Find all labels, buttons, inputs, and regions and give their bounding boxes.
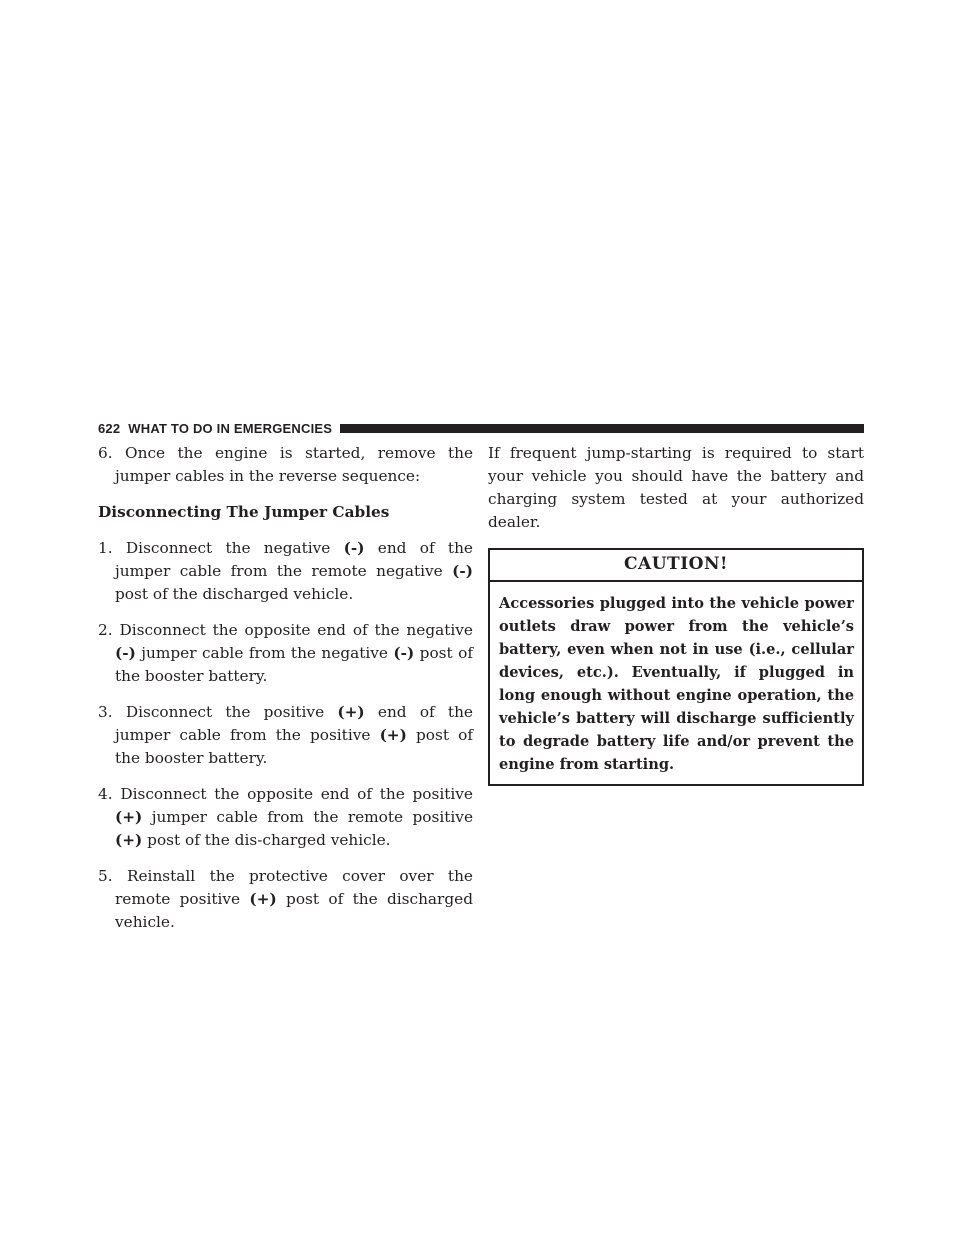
caution-box	[488, 548, 864, 786]
step-text: Disconnect the negative	[125, 539, 344, 557]
step-text: jumper cable from the remote positive	[142, 808, 473, 826]
step-text: Reinstall the protective cover over the remote positive	[115, 867, 473, 908]
caution-body: Accessories plugged into the vehicle power outlets draw power from the vehicle’s battery, even when not in use (i.e., cellular devices, etc.). Eventually, if plugged in long enough without engine operation, the vehicle’s battery will discharge sufficiently to degrade battery life and/or prevent the engine from starting.	[499, 595, 854, 773]
step-6	[98, 442, 473, 488]
step-text: post of the dis-charged vehicle.	[142, 831, 391, 849]
caution-title: CAUTION!	[490, 550, 862, 582]
page-header	[98, 418, 864, 438]
polarity-symbol: (-)	[115, 644, 136, 662]
step-number: 2.	[98, 621, 113, 639]
header-rule	[340, 424, 864, 433]
polarity-symbol: (+)	[115, 808, 143, 826]
step-text: post of the booster battery.	[115, 644, 473, 685]
step-3	[98, 701, 473, 770]
polarity-symbol: (-)	[343, 539, 365, 557]
step-text: Once the engine is started, remove the jumper cables in the reverse sequence:	[115, 444, 473, 485]
subheading-disconnecting: Disconnecting The Jumper Cables	[98, 503, 390, 521]
step-text: end of the jumper cable from the positive	[115, 703, 473, 744]
step-1	[98, 537, 473, 606]
step-text: end of the jumper cable from the remote negative	[115, 539, 473, 580]
left-column	[98, 442, 473, 947]
step-number: 3.	[98, 703, 113, 721]
step-text: jumper cable from the negative	[135, 644, 394, 662]
section-title: WHAT TO DO IN EMERGENCIES	[128, 420, 333, 436]
polarity-symbol: (+)	[249, 890, 277, 908]
step-text: post of the discharged vehicle.	[115, 585, 354, 603]
step-text: Disconnect the positive	[125, 703, 338, 721]
step-number: 1.	[98, 539, 113, 557]
jump-start-advice: If frequent jump-starting is required to start your vehicle you should have the battery and charging system tested at your authorized dealer.	[488, 444, 864, 531]
step-4	[98, 783, 473, 852]
step-text: post of the discharged vehicle.	[115, 890, 473, 931]
polarity-symbol: (+)	[337, 703, 365, 721]
polarity-symbol: (-)	[393, 644, 415, 662]
step-number: 5.	[98, 867, 113, 885]
step-text: Disconnect the opposite end of the positive	[120, 785, 473, 803]
step-2	[98, 619, 473, 688]
step-5	[98, 865, 473, 934]
step-text: post of the booster battery.	[115, 726, 473, 767]
step-number: 6.	[98, 444, 113, 462]
right-column	[488, 442, 864, 786]
page-number: 622	[98, 420, 121, 436]
header-label	[98, 421, 332, 436]
polarity-symbol: (-)	[452, 562, 473, 580]
step-number: 4.	[98, 785, 113, 803]
polarity-symbol: (+)	[115, 831, 143, 849]
step-text: Disconnect the opposite end of the negative	[119, 621, 473, 639]
polarity-symbol: (+)	[379, 726, 407, 744]
